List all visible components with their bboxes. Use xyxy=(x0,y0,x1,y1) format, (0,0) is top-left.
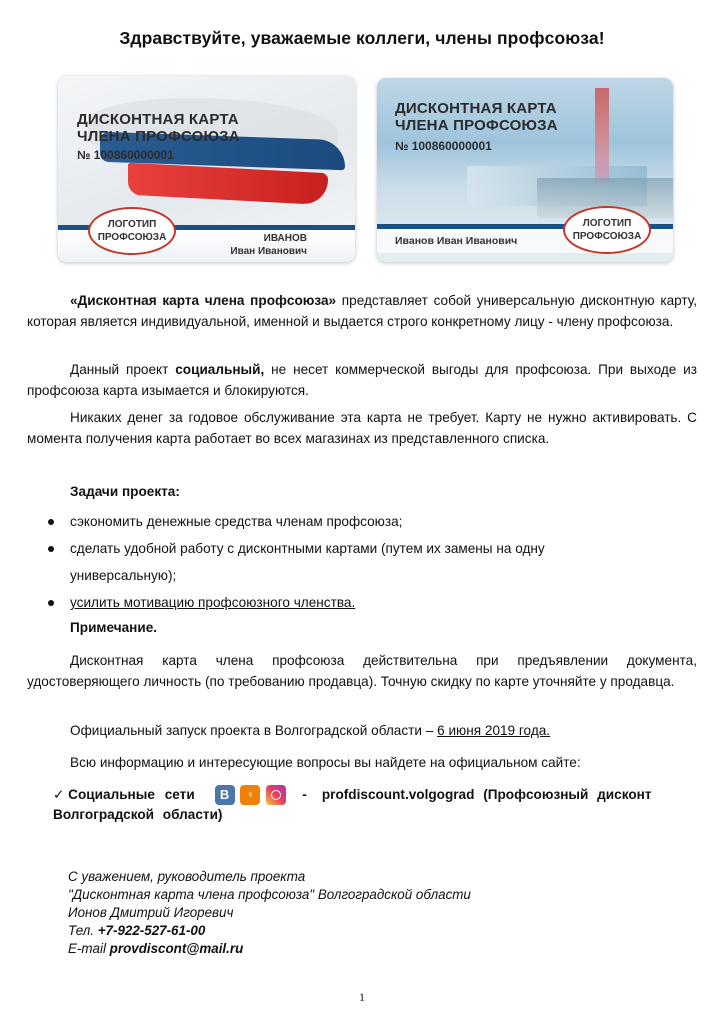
card-title: ДИСКОНТНАЯ КАРТА ЧЛЕНА ПРОФСОЮЗА xyxy=(395,100,558,134)
instagram-icon[interactable] xyxy=(266,785,286,805)
card-number: № 100860000001 xyxy=(395,139,492,153)
paragraph-intro: «Дисконтная карта члена профсоюза» представляет собой универсальную дисконтную карту, которая является индивидуальной, именной и выдается строго конкретному лицу - члену профсоюза. xyxy=(27,293,698,329)
task-item-continuation: универсальную); xyxy=(70,568,177,583)
signature-block: С уважением, руководитель проекта "Дисконтная карта члена профсоюза" Волгоградской области Ионов Дмитрий Игоревич Тел. +7-922-527-61-00 E-mail provdiscont@mail.ru xyxy=(68,869,471,956)
paragraph-social: Данный проект социальный, не несет коммерческой выгоды для профсоюза. При выходе из профсоюза карта изымается и блокируются. xyxy=(27,362,697,398)
email-link[interactable]: provdiscont@mail.ru xyxy=(109,941,244,956)
card-title: ДИСКОНТНАЯ КАРТА ЧЛЕНА ПРОФСОЮЗА xyxy=(77,111,240,145)
card-number: № 100860000001 xyxy=(77,148,174,162)
social-networks-line xyxy=(53,785,699,824)
task-item: сделать удобной работу с дисконтными картами (путем их замены на одну xyxy=(70,541,545,556)
map-red-band xyxy=(128,163,328,205)
discount-card-image-1 xyxy=(58,76,355,262)
page-title: Здравствуйте, уважаемые коллеги, члены профсоюза! xyxy=(119,28,605,48)
task-item: усилить мотивацию профсоюзного членства. xyxy=(70,595,356,610)
union-logo-placeholder: ЛОГОТИП ПРОФСОЮЗА xyxy=(563,206,651,254)
task-item: сэкономить денежные средства членам профсоюза; xyxy=(70,514,403,529)
card-holder-name: Иванов Иван Иванович xyxy=(395,235,518,247)
paragraph-no-fees: Никаких денег за годовое обслуживание эта карта не требует. Карту не нужно активировать. С момента получения карта работает во всех магазинах из представленного списка. xyxy=(27,410,697,446)
phone-number[interactable]: +7-922-527-61-00 xyxy=(97,923,206,938)
discount-card-image-2 xyxy=(377,78,673,262)
bullet-icon xyxy=(48,600,54,606)
paragraph-launch: Официальный запуск проекта в Волгоградской области – 6 июня 2019 года. xyxy=(70,723,551,738)
social-label: Социальные сети xyxy=(68,787,195,802)
paragraph-note: Дисконтная карта члена профсоюза действительна при предъявлении документа, удостоверяющего личность (по требованию продавца). Точную скидку по карте уточняйте у продавца. xyxy=(27,653,697,689)
phone-line: Тел. +7-922-527-61-00 xyxy=(68,923,206,938)
email-line: E-mail provdiscont@mail.ru xyxy=(68,941,244,956)
checkmark-icon: ✓ xyxy=(53,787,65,802)
bullet-icon xyxy=(48,519,54,525)
paragraph-info: Всю информацию и интересующие вопросы вы найдете на официальном сайте: xyxy=(70,755,581,770)
vk-icon[interactable]: B xyxy=(215,785,235,805)
odnoklassniki-icon[interactable]: ♀ xyxy=(240,785,260,805)
oil-rig-tower xyxy=(595,88,609,183)
dash: - xyxy=(302,787,307,802)
social-account-link[interactable]: profdiscount.volgograd (Профсоюзный дисконт Волгоградской области) xyxy=(53,787,652,823)
tasks-heading: Задачи проекта: xyxy=(70,484,180,499)
card-holder-name: ИВАНОВ Иван Иванович xyxy=(230,233,307,257)
note-heading: Примечание. xyxy=(70,620,158,635)
bullet-icon xyxy=(48,546,54,552)
page-number: 1 xyxy=(359,990,365,1004)
union-logo-placeholder: ЛОГОТИП ПРОФСОЮЗА xyxy=(88,207,176,255)
